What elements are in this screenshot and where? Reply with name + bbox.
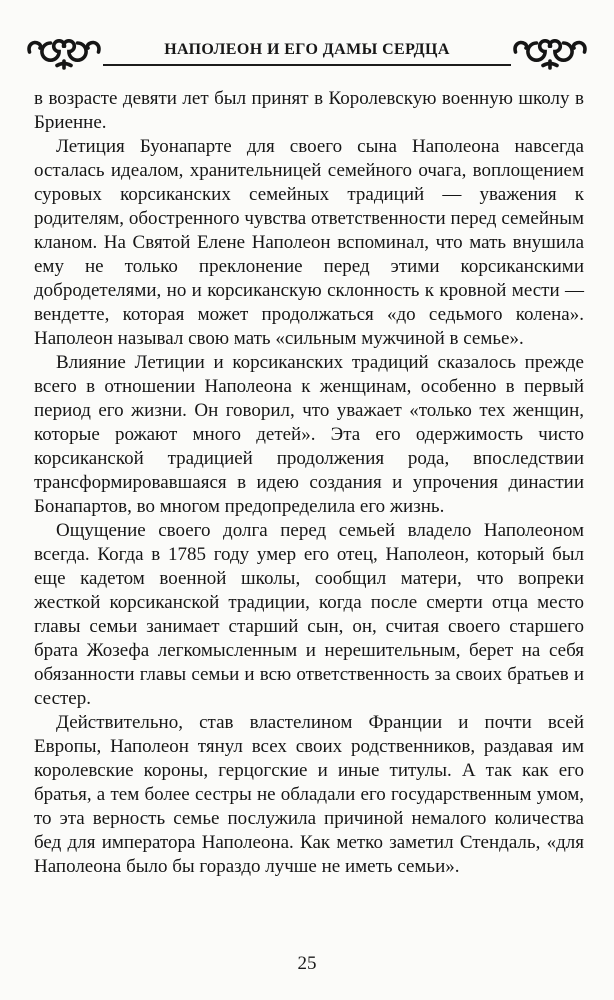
page-footer: [0, 953, 614, 975]
body-text: [34, 87, 584, 879]
floral-scroll-ornament-right-icon: [512, 37, 588, 73]
paragraph: Действительно, став властелином Франции и почти всей Европы, Наполеон тянул всех своих родственников, раздавая им королевские короны, герцогские и иные титулы. А так как его братья, а тем более сестры не обладали его государственным умом, то эта верность семье послужила причиной немалого количества бед для императора Наполеона. Как метко заметил Стендаль, «для Наполеона было бы гораздо лучше не иметь семьи».: [34, 712, 584, 877]
floral-scroll-ornament-left-icon: [26, 37, 102, 73]
header-rule: [103, 41, 511, 66]
paragraph: Влияние Летиции и корсиканских традиций сказалось прежде всего в отношении Наполеона к женщинам, особенно в первый период его жизни. Он говорил, что уважает «только тех женщин, которые рожают много детей». Эта его одержимость чисто корсиканской традицией продолжения рода, впоследствии трансформировавшаяся в идею создания и упрочения династии Бонапартов, во многом предопределила его жизнь.: [34, 352, 584, 517]
paragraph: Ощущение своего долга перед семьей владело Наполеоном всегда. Когда в 1785 году умер его отец, Наполеон, который был еще кадетом военной школы, сообщил матери, что вопреки жесткой корсиканской традиции, когда после смерти отца место главы семьи занимает старший сын, он, считая своего старшего брата Жозефа легкомысленным и нерешительным, берет на себя обязанности главы семьи и всю ответственность за своих братьев и сестер.: [34, 520, 584, 709]
page-number: 25: [297, 953, 317, 974]
paragraph: Летиция Буонапарте для своего сына Наполеона навсегда осталась идеалом, хранительницей семейного очага, воплощением суровых корсиканских семейных традиций — уважения к родителям, обостренного чувства ответственности перед семейным кланом. На Святой Елене Наполеон вспоминал, что мать внушила ему не только преклонение перед этими корсиканскими добродетелями, но и корсиканскую склонность к кровной мести — вендетте, которая может продолжаться «до седьмого колена». Наполеон называл свою мать «сильным мужчиной в семье».: [34, 136, 584, 349]
paragraph: в возрасте девяти лет был принят в Королевскую военную школу в Бриенне.: [34, 88, 584, 133]
running-title: НАПОЛЕОН И ЕГО ДАМЫ СЕРДЦА: [164, 41, 450, 58]
page-header: [26, 30, 588, 66]
